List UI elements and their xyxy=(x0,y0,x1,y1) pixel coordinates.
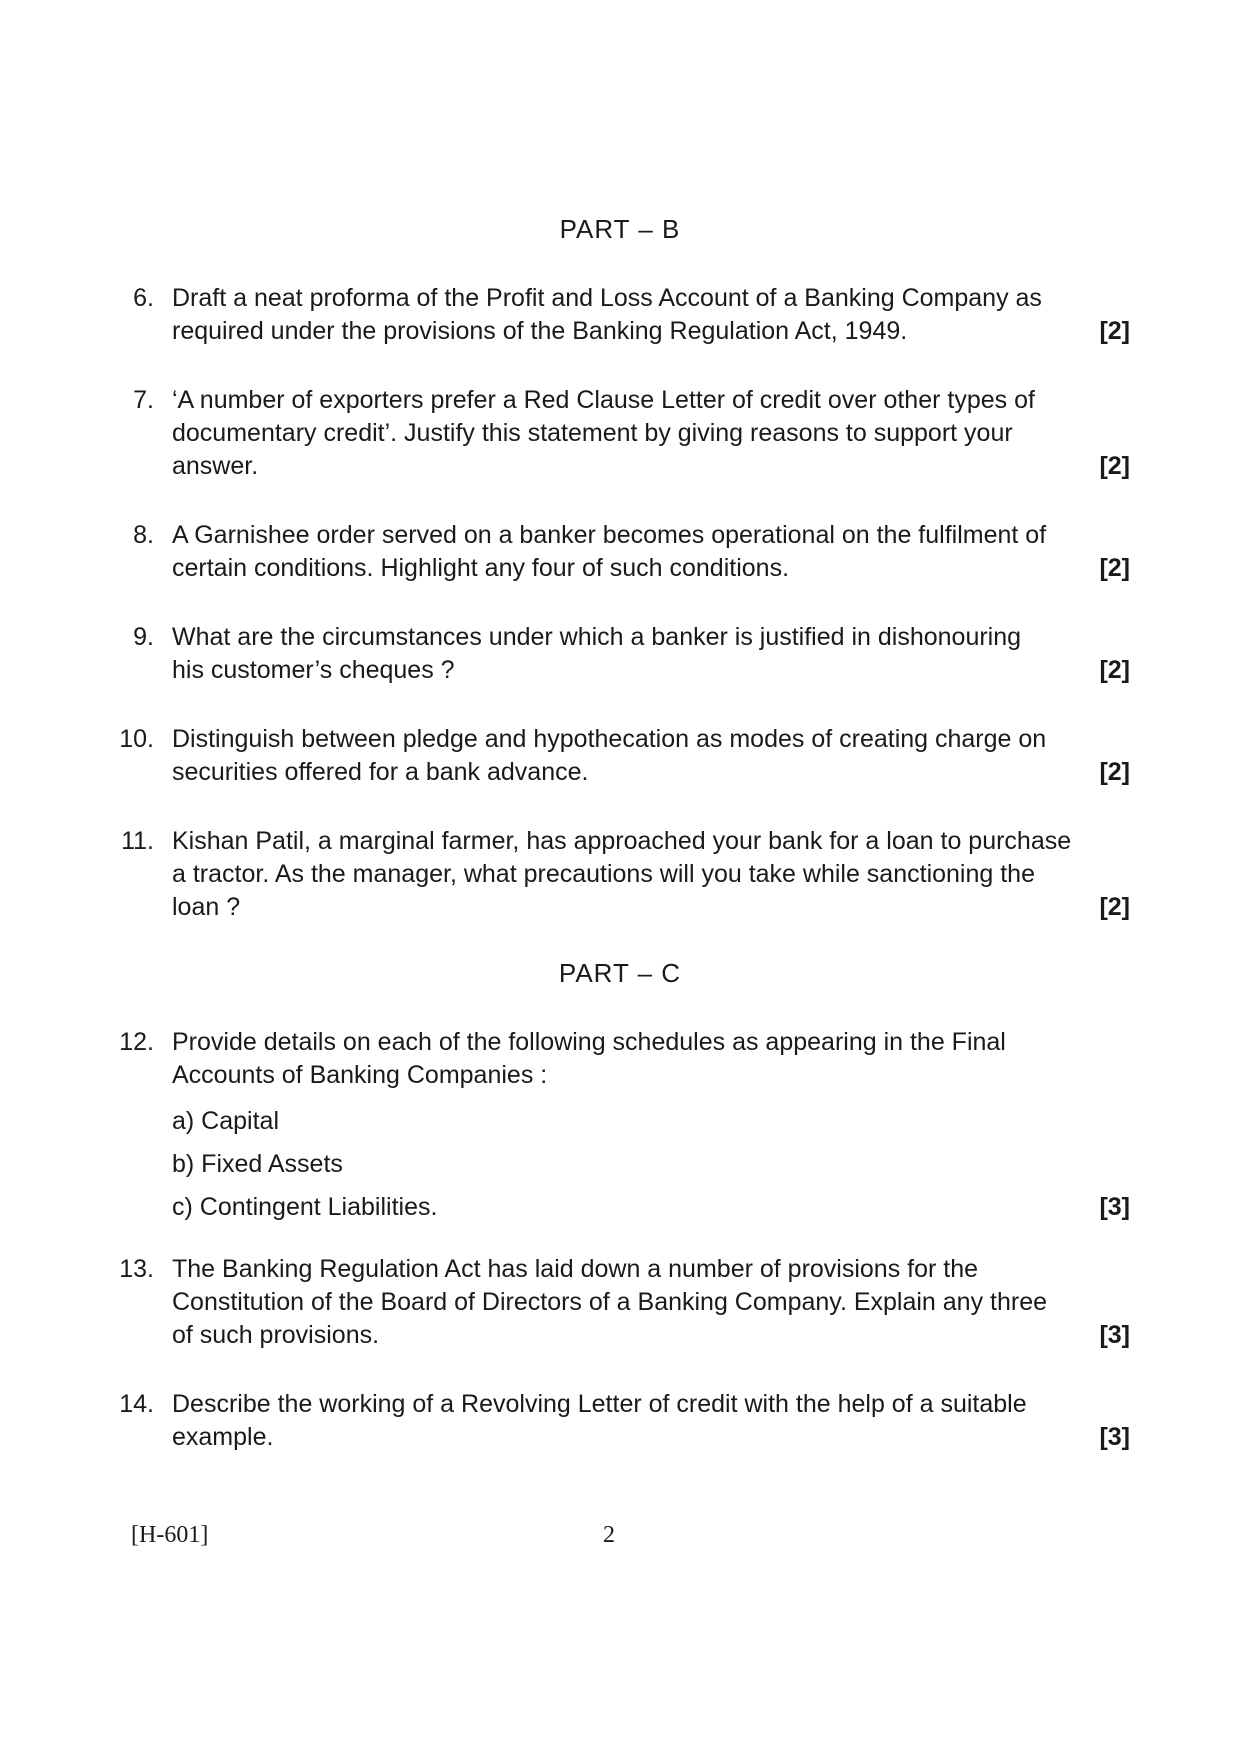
sub-item: b) Fixed Assets xyxy=(172,1150,343,1178)
question-9 xyxy=(118,621,1130,687)
question-text-line: required under the provisions of the Banking Regulation Act, 1949. xyxy=(172,317,908,345)
question-text-line: ‘A number of exporters prefer a Red Clause Letter of credit over other types of xyxy=(172,386,1035,414)
page-number: 2 xyxy=(603,1522,615,1548)
question-7 xyxy=(118,384,1130,483)
question-number: 14. xyxy=(119,1390,154,1418)
question-text-line: Distinguish between pledge and hypothecation as modes of creating charge on xyxy=(172,725,1047,753)
question-text-line: Draft a neat proforma of the Profit and Loss Account of a Banking Company as xyxy=(172,284,1042,312)
marks-badge: [2] xyxy=(1099,452,1130,480)
question-text-line: A Garnishee order served on a banker becomes operational on the fulfilment of xyxy=(172,521,1047,549)
marks-badge: [2] xyxy=(1099,656,1130,684)
question-14 xyxy=(118,1388,1130,1454)
question-10 xyxy=(118,723,1130,789)
question-11 xyxy=(118,825,1130,924)
question-text-line: of such provisions. xyxy=(172,1321,380,1349)
question-13 xyxy=(118,1253,1130,1352)
question-6 xyxy=(118,282,1130,348)
sub-item: a) Capital xyxy=(172,1107,279,1135)
question-number: 6. xyxy=(133,284,154,312)
part-b-heading: PART – B xyxy=(559,214,681,244)
question-text-line: The Banking Regulation Act has laid down a number of provisions for the xyxy=(172,1255,979,1283)
marks-badge: [2] xyxy=(1099,554,1130,582)
question-text-line: certain conditions. Highlight any four of such conditions. xyxy=(172,554,790,582)
marks-badge: [2] xyxy=(1099,317,1130,345)
question-text-line: Provide details on each of the following schedules as appearing in the Final xyxy=(172,1028,1006,1056)
sub-item: c) Contingent Liabilities. xyxy=(172,1193,438,1221)
question-number: 7. xyxy=(133,386,154,414)
question-text-line: loan ? xyxy=(172,893,241,921)
question-number: 10. xyxy=(119,725,154,753)
question-text-line: securities offered for a bank advance. xyxy=(172,758,589,786)
question-text-line: his customer’s cheques ? xyxy=(172,656,455,684)
question-text-line: What are the circumstances under which a banker is justified in dishonouring xyxy=(172,623,1022,651)
marks-badge: [2] xyxy=(1099,758,1130,786)
question-text-line: documentary credit’. Justify this statement by giving reasons to support your xyxy=(172,419,1013,447)
part-c-heading: PART – C xyxy=(558,958,682,988)
question-number: 8. xyxy=(133,521,154,549)
question-text-line: example. xyxy=(172,1423,274,1451)
question-text-line: Kishan Patil, a marginal farmer, has approached your bank for a loan to purchase xyxy=(172,827,1072,855)
marks-badge: [3] xyxy=(1099,1423,1130,1451)
question-12 xyxy=(118,1026,1130,1229)
marks-badge: [2] xyxy=(1099,893,1130,921)
sub-item-list xyxy=(172,1100,1072,1229)
question-number: 13. xyxy=(119,1255,154,1283)
question-text-line: a tractor. As the manager, what precautions will you take while sanctioning the xyxy=(172,860,1035,888)
question-number: 11. xyxy=(121,827,154,855)
question-text-line: Accounts of Banking Companies : xyxy=(172,1061,548,1089)
question-text-line: Constitution of the Board of Directors of a Banking Company. Explain any three xyxy=(172,1288,1048,1316)
question-number: 12. xyxy=(119,1028,154,1056)
question-text-line: answer. xyxy=(172,452,259,480)
question-number: 9. xyxy=(133,623,154,651)
question-8 xyxy=(118,519,1130,585)
paper-code: [H-601] xyxy=(131,1522,209,1548)
marks-badge: [3] xyxy=(1099,1193,1130,1221)
marks-badge: [3] xyxy=(1099,1321,1130,1349)
question-text-line: Describe the working of a Revolving Letter of credit with the help of a suitable xyxy=(172,1390,1027,1418)
